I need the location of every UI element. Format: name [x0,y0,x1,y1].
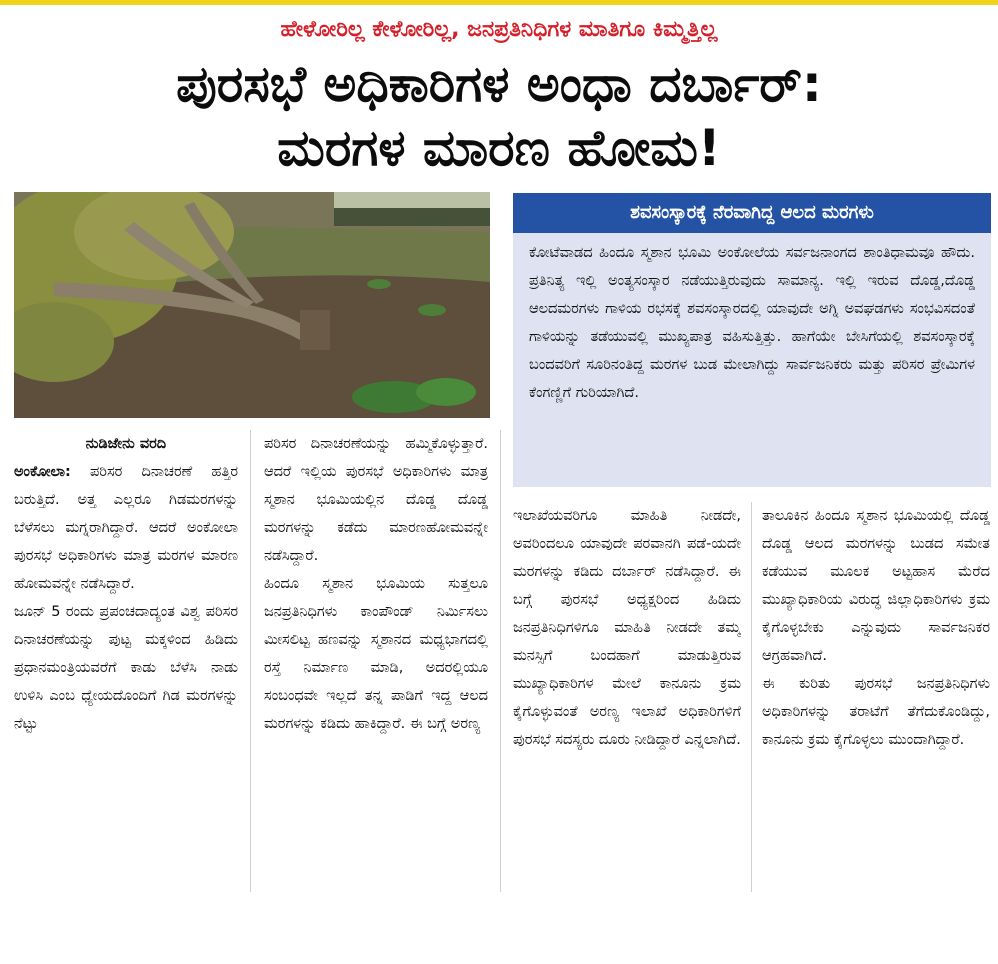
paragraph: ಹಿಂದೂ ಸ್ಮಶಾನ ಭೂಮಿಯ ಸುತ್ತಲೂ ಜನಪ್ರತಿನಿಧಿಗಳು ಕಾಂಪೌಂಡ್ ನಿರ್ಮಿಸಲು ಮೀಸಲಿಟ್ಟ ಹಣವನ್ನು ಸ್ಮಶಾನದ ಮಧ್ಯಭಾಗದಲ್ಲಿ ರಸ್ತೆ ನಿರ್ಮಾಣ ಮಾಡಿ, ಅದರಲ್ಲಿಯೂ ಸಂಬಂಧವೇ ಇಲ್ಲದೆ ತನ್ನ ಪಾಡಿಗೆ ಇದ್ದ ಆಲದ ಮರಗಳನ್ನು ಕಡಿದು ಹಾಕಿದ್ದಾರೆ. ಈ ಬಗ್ಗೆ ಅರಣ್ಯ [264,576,488,732]
paragraph: ಈ ಕುರಿತು ಪುರಸಭೆ ಜನಪ್ರತಿನಿಧಿಗಳು ಅಧಿಕಾರಿಗಳನ್ನು ತರಾಟೆಗೆ ತೆಗೆದುಕೊಂಡಿದ್ದು, ಕಾನೂನು ಕ್ರಮ ಕೈಗೊಳ್ಳಲು ಮುಂದಾಗಿದ್ದಾರೆ. [762,676,990,748]
paragraph: ಜೂನ್ 5 ರಂದು ಪ್ರಪಂಚದಾದ್ಯಂತ ವಿಶ್ವ ಪರಿಸರ ದಿನಾಚರಣೆಯನ್ನು ಪುಟ್ಟ ಮಕ್ಕಳಿಂದ ಹಿಡಿದು ಪ್ರಧಾನಮಂತ್ರಿಯವರೆಗೆ ಕಾಡು ಬೆಳೆಸಿ ನಾಡು ಉಳಿಸಿ ಎಂಬ ಧ್ಯೇಯದೊಂದಿಗೆ ಗಿಡ ಮರಗಳನ್ನು ನೆಟ್ಟು [14,604,238,732]
paragraph: ಇಲಾಖೆಯವರಿಗೂ ಮಾಹಿತಿ ನೀಡದೇ, ಅವರಿಂದಲೂ ಯಾವುದೇ ಪರವಾನಗಿ ಪಡೆ-ಯದೇ ಮರಗಳನ್ನು ಕಡಿದು ದರ್ಬಾರ್ ನಡೆಸಿದ್ದಾರೆ. ಈ ಬಗ್ಗೆ ಪುರಸಭೆ ಅಧ್ಯಕ್ಷರಿಂದ ಹಿಡಿದು ಜನಪ್ರತಿನಿಧಿಗಳಿಗೂ ಮಾಹಿತಿ ನೀಡದೇ ತಮ್ಮ ಮನಸ್ಸಿಗೆ ಬಂದಹಾಗೆ ಮಾಡುತ್ತಿರುವ ಮುಖ್ಯಾಧಿಕಾರಿಗಳ ಮೇಲೆ ಕಾನೂನು ಕ್ರಮ ಕೈಗೊಳ್ಳುವಂತೆ ಅರಣ್ಯ ಇಲಾಖೆ ಅಧಿಕಾರಿಗಳಿಗೆ ಪುರಸಭೆ ಸದಸ್ಯರು ದೂರು ನೀಡಿದ್ದಾರೆ ಎನ್ನಲಾಗಿದೆ. [513,508,741,748]
paragraph [14,458,238,598]
article-column-1 [14,430,238,892]
paragraph: ಪರಿಸರ ದಿನಾಚರಣೆಯನ್ನು ಹಮ್ಮಿಕೊಳ್ಳುತ್ತಾರೆ. ಆದರೆ ಇಲ್ಲಿಯ ಪುರಸಭೆ ಅಧಿಕಾರಿಗಳು ಮಾತ್ರ ಸ್ಮಶಾನ ಭೂಮಿಯಲ್ಲಿನ ದೊಡ್ಡ ದೊಡ್ಡ ಮರಗಳನ್ನು ಕಡೆದು ಮಾರಣಹೋಮವನ್ನೇ ನಡೆಸಿದ್ದಾರೆ. [264,436,488,564]
column-divider [500,430,501,892]
dateline-place: ಅಂಕೋಲಾ: [14,464,71,480]
sidebar-box-title: ಶವಸಂಸ್ಕಾರಕ್ಕೆ ನೆರವಾಗಿದ್ದ ಆಲದ ಮರಗಳು [513,193,991,233]
cut-tree-photo-icon [14,192,490,418]
kicker-headline: ಹೇಳೋರಿಲ್ಲ ಕೇಳೋರಿಲ್ಲ, ಜನಪ್ರತಿನಿಧಿಗಳ ಮಾತಿಗೂ ಕಿಮ್ಮತ್ತಿಲ್ಲ [280,17,718,42]
article-photo [14,192,490,418]
sidebar-box-body: ಕೋಟೆವಾಡದ ಹಿಂದೂ ಸ್ಮಶಾನ ಭೂಮಿ ಅಂಕೋಲೆಯ ಸರ್ವಜನಾಂಗದ ಶಾಂತಿಧಾಮವೂ ಹೌದು. ಪ್ರತಿನಿತ್ಯ ಇಲ್ಲಿ ಅಂತ್ಯಸಂಸ್ಕಾರ ನಡೆಯುತ್ತಿರುವುದು ಸಾಮಾನ್ಯ. ಇಲ್ಲಿ ಇರುವ ದೊಡ್ಡ,ದೊಡ್ಡ ಆಲದಮರಗಳು ಗಾಳಿಯ ರಭಸಕ್ಕೆ ಶವಸಂಸ್ಕಾರದಲ್ಲಿ ಯಾವುದೇ ಅಗ್ನಿ ಅವಘಡಗಳು ಸಂಭವಿಸದಂತೆ ಗಾಳಿಯನ್ನು ತಡೆಯುವಲ್ಲಿ ಮುಖ್ಯಪಾತ್ರ ವಹಿಸುತ್ತಿತ್ತು. ಹಾಗೆಯೇ ಬೇಸಿಗೆಯಲ್ಲಿ ಶವಸಂಸ್ಕಾರಕ್ಕೆ ಬಂದವರಿಗೆ ಸೂರಿನಂತಿದ್ದ ಮರಗಳ ಬುಡ ಮೇಲಾಗಿದ್ದು ಸಾರ್ವಜನಿಕರು ಮತ್ತು ಪರಿಸರ ಪ್ರೇಮಿಗಳ ಕೆಂಗಣ್ಣಿಗೆ ಗುರಿಯಾಗಿದೆ. [513,233,991,487]
headline-line-1: ಪುರಸಭೆ ಅಧಿಕಾರಿಗಳ ಅಂಧಾ ದರ್ಬಾರ್: [176,55,822,113]
main-headline [0,52,998,180]
paragraph: ತಾಲೂಕಿನ ಹಿಂದೂ ಸ್ಮಶಾನ ಭೂಮಿಯಲ್ಲಿ ದೊಡ್ಡ ದೊಡ್ಡ ಆಲದ ಮರಗಳನ್ನು ಬುಡದ ಸಮೇತ ಕಡೆಯುವ ಮೂಲಕ ಅಟ್ಟಹಾಸ ಮೆರೆದ ಮುಖ್ಯಾಧಿಕಾರಿಯ ವಿರುದ್ಧ ಜಿಲ್ಲಾಧಿಕಾರಿಗಳು ಕ್ರಮ ಕೈಗೊಳ್ಳಬೇಕು ಎನ್ನುವುದು ಸಾರ್ವಜನಿಕರ ಆಗ್ರಹವಾಗಿದೆ. [762,508,990,664]
article-column-3 [513,502,741,964]
headline-line-2: ಮರಗಳ ಮಾರಣ ಹೋಮ! [277,119,721,177]
article-column-4 [762,502,990,964]
byline: ನುಡಿಜೇನು ವರದಿ [85,436,167,452]
column-divider [250,430,251,892]
article-column-2 [264,430,488,892]
paragraph-text: ಪರಿಸರ ದಿನಾಚರಣೆ ಹತ್ತಿರ ಬರುತ್ತಿದೆ. ಅತ್ತ ಎಲ್ಲರೂ ಗಿಡಮರಗಳನ್ನು ಬೆಳೆಸಲು ಮಗ್ನರಾಗಿದ್ದಾರೆ. ಆದರೆ ಅಂಕೋಲಾ ಪುರಸಭೆ ಅಧಿಕಾರಿಗಳು ಮಾತ್ರ ಮರಗಳ ಮಾರಣ ಹೋಮವನ್ನೇ ನಡೆಸಿದ್ದಾರೆ. [14,464,238,592]
column-divider [751,502,752,892]
top-color-bar [0,0,998,5]
